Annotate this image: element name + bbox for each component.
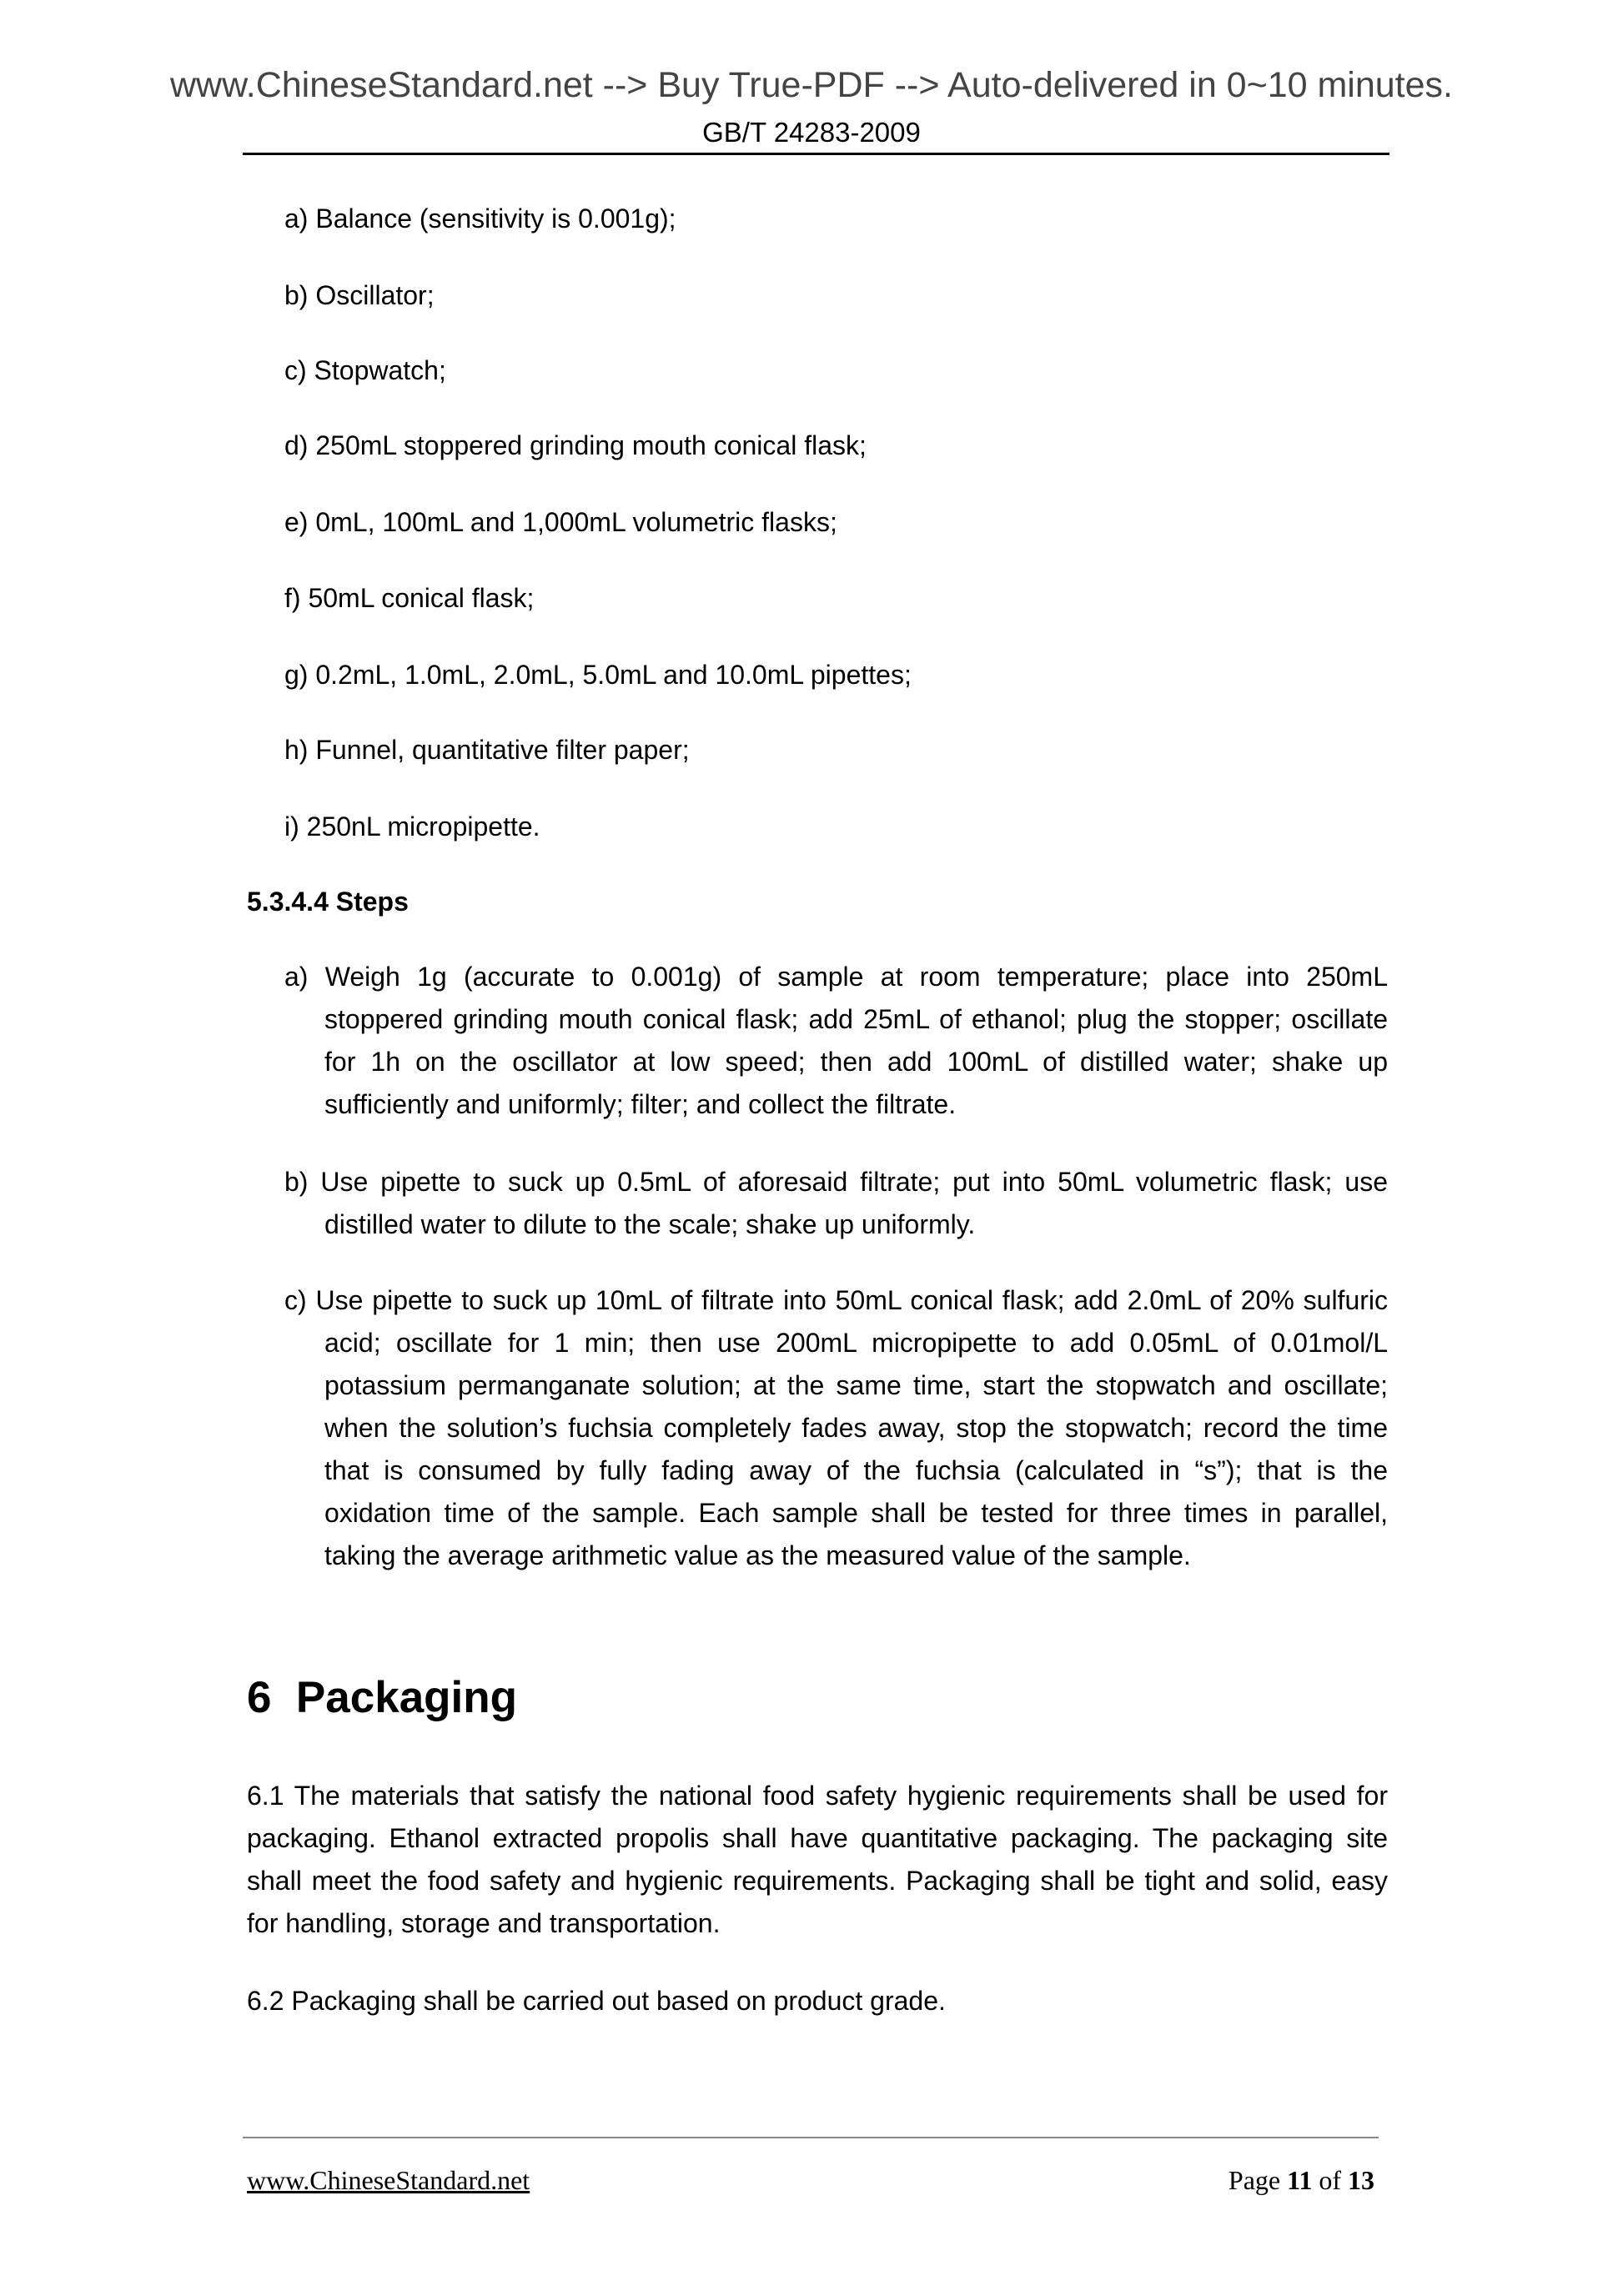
apparatus-item: h) Funnel, quantitative filter paper;	[284, 735, 690, 765]
page-number	[1229, 2165, 1374, 2196]
banner-link[interactable]: www.ChineseStandard.net --> Buy True-PDF --> Auto-delivered in 0~10 minutes.	[169, 65, 1453, 105]
apparatus-item: i) 250nL micropipette.	[284, 811, 540, 842]
of-label: of	[1319, 2165, 1341, 2195]
paragraph-6-1: 6.1 The materials that satisfy the national food safety hygienic requirements shall be used for packaging. Ethanol extracted propolis shall have quantitative packaging. The packaging site shall meet the food safety and hygienic requirements. Packaging shall be tight and solid, easy for handling, storage and transportation.	[247, 1781, 1388, 1938]
current-page: 11	[1287, 2165, 1313, 2195]
step-item: a) Weigh 1g (accurate to 0.001g) of sample at room temperature; place into 250mL stoppered grinding mouth conical flask; add 25mL of ethanol; plug the stopper; oscillate for 1h on the oscillator at low speed; then add 100mL of distilled water; shake up sufficiently and uniformly; filter; and collect the filtrate.	[284, 962, 1388, 1119]
section-heading: 6 Packaging	[247, 1673, 518, 1722]
apparatus-item: a) Balance (sensitivity is 0.001g);	[284, 203, 676, 234]
apparatus-item: b) Oscillator;	[284, 280, 435, 310]
apparatus-item: d) 250mL stoppered grinding mouth conical flask;	[284, 430, 867, 460]
header-divider	[243, 153, 1389, 155]
step-item: c) Use pipette to suck up 10mL of filtrate into 50mL conical flask; add 2.0mL of 20% sulfuric acid; oscillate for 1 min; then use 200mL micropipette to add 0.05mL of 0.01mol/L potassium permanganate solution; at the same time, start the stopwatch and oscillate; when the solution’s fuchsia completely fades away, stop the stopwatch; record the time that is consumed by fully fading away of the fuchsia (calculated in “s”); that is the oxidation time of the sample. Each sample shall be tested for three times in parallel, taking the average arithmetic value as the measured value of the sample.	[284, 1285, 1388, 1570]
apparatus-item: e) 0mL, 100mL and 1,000mL volumetric flasks;	[284, 507, 837, 537]
steps-heading: 5.3.4.4 Steps	[247, 887, 409, 917]
apparatus-item: c) Stopwatch;	[284, 355, 446, 385]
apparatus-item: g) 0.2mL, 1.0mL, 2.0mL, 5.0mL and 10.0mL pipettes;	[284, 660, 912, 690]
paragraph-6-2: 6.2 Packaging shall be carried out based on product grade.	[247, 1986, 946, 2016]
footer-divider	[243, 2137, 1379, 2138]
standard-number: GB/T 24283-2009	[702, 117, 921, 148]
total-pages: 13	[1348, 2165, 1374, 2195]
apparatus-item: f) 50mL conical flask;	[284, 583, 535, 613]
step-item: b) Use pipette to suck up 0.5mL of aforesaid filtrate; put into 50mL volumetric flask; use distilled water to dilute to the scale; shake up uniformly.	[284, 1167, 1388, 1239]
footer-link[interactable]: www.ChineseStandard.net	[247, 2165, 530, 2195]
page-label: Page	[1228, 2165, 1281, 2195]
